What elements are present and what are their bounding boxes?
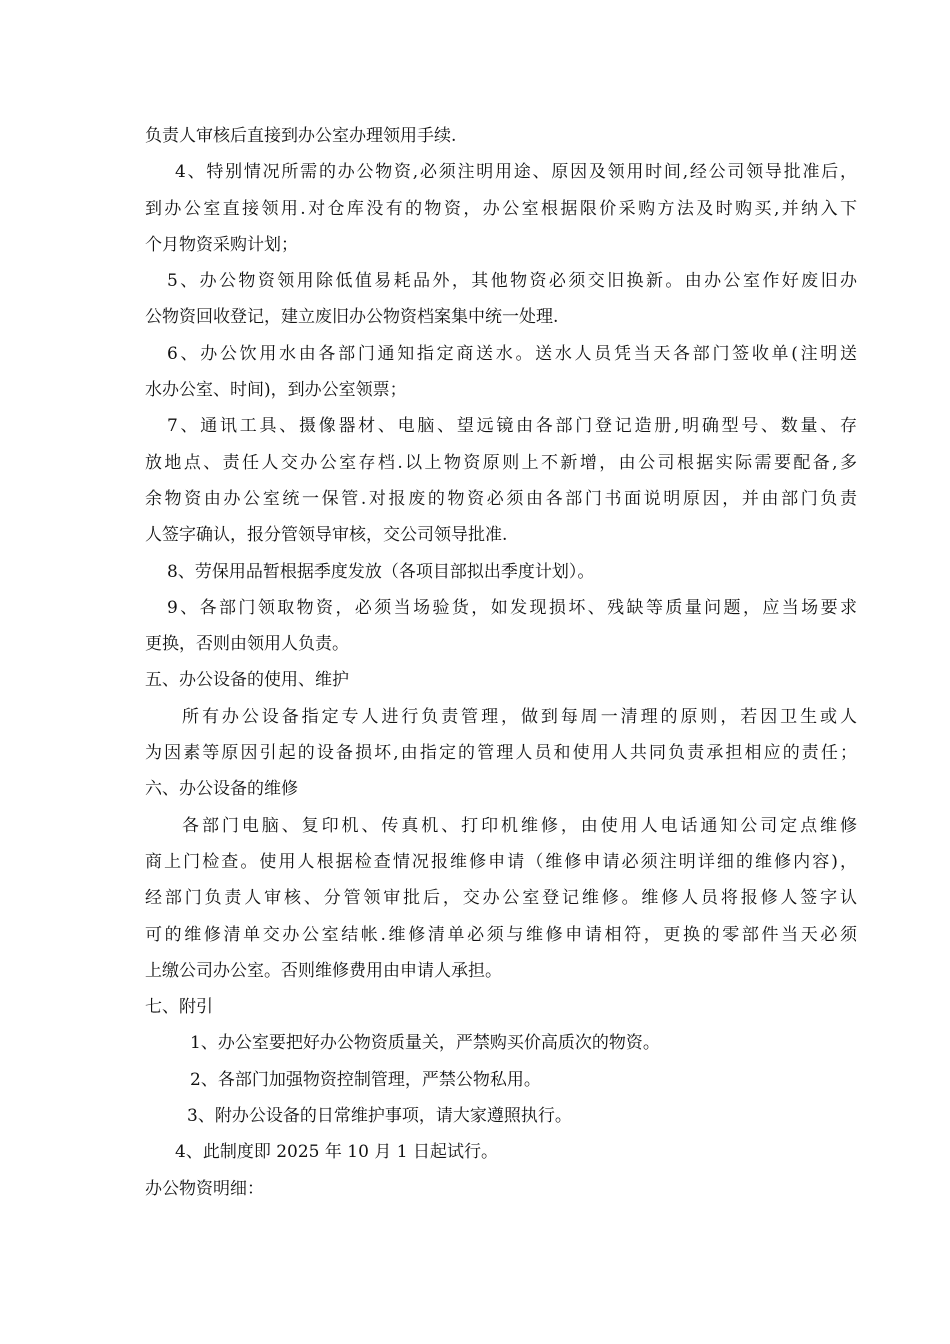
paragraph-line: 9、各部门领取物资，必须当场验货，如发现损坏、残缺等质量问题，应当场要求 [167,597,857,618]
paragraph-line: 8、劳保用品暂根据季度发放（各项目部拟出季度计划）。 [167,561,595,582]
paragraph-line: 人签字确认，报分管领导审核，交公司领导批准. [145,525,508,546]
section-heading: 五、办公设备的使用、维护 [145,670,349,691]
paragraph-line: 4、特别情况所需的办公物资,必须注明用途、原因及领用时间,经公司领导批准后， [175,162,857,183]
paragraph-line: 5、办公物资领用除低值易耗品外，其他物资必须交旧换新。由办公室作好废旧办 [167,271,857,292]
list-item: 3、附办公设备的日常维护事项，请大家遵照执行。 [187,1106,572,1127]
list-item: 4、此制度即 2025 年 10 月 1 日起试行。 [175,1142,498,1163]
paragraph-line: 到办公室直接领用.对仓库没有的物资，办公室根据限价采购方法及时购买,并纳入下 [145,198,857,219]
paragraph-line: 个月物资采购计划； [145,234,298,255]
section-heading: 办公物资明细： [145,1178,264,1199]
paragraph-line: 7、通讯工具、摄像器材、电脑、望远镜由各部门登记造册,明确型号、数量、存 [167,416,857,437]
paragraph-line: 余物资由办公室统一保管.对报废的物资必须由各部门书面说明原因，并由部门负责 [145,488,857,509]
paragraph-line: 所有办公设备指定专人进行负责管理，做到每周一清理的原则，若因卫生或人 [182,706,857,727]
paragraph-line: 商上门检查。使用人根据检查情况报维修申请（维修申请必须注明详细的维修内容)， [145,851,857,872]
paragraph-line: 放地点、责任人交办公室存档.以上物资原则上不新增，由公司根据实际需要配备,多 [145,452,857,473]
list-item: 1、办公室要把好办公物资质量关，严禁购买价高质次的物资。 [190,1033,660,1054]
section-heading: 七、附引 [145,997,213,1018]
document-body [145,118,857,1207]
paragraph-line: 各部门电脑、复印机、传真机、打印机维修，由使用人电话通知公司定点维修 [182,815,857,836]
paragraph-line: 经部门负责人审核、分管领审批后，交办公室登记维修。维修人员将报修人签字认 [145,888,857,909]
paragraph-line: 更换，否则由领用人负责。 [145,634,349,655]
paragraph-line: 可的维修清单交办公室结帐.维修清单必须与维修申请相符，更换的零部件当天必须 [145,924,857,945]
paragraph-line: 水办公室、时间)，到办公室领票； [145,380,407,401]
paragraph-line: 6、办公饮用水由各部门通知指定商送水。送水人员凭当天各部门签收单(注明送 [167,343,857,364]
paragraph-line: 为因素等原因引起的设备损坏,由指定的管理人员和使用人共同负责承担相应的责任； [145,743,857,764]
list-item: 2、各部门加强物资控制管理，严禁公物私用。 [190,1069,541,1090]
section-heading: 六、办公设备的维修 [145,779,298,800]
paragraph-line: 上缴公司办公室。否则维修费用由申请人承担。 [145,960,502,981]
paragraph-line: 公物资回收登记，建立废旧办公物资档案集中统一处理. [145,307,559,328]
paragraph-line: 负责人审核后直接到办公室办理领用手续. [145,126,457,146]
